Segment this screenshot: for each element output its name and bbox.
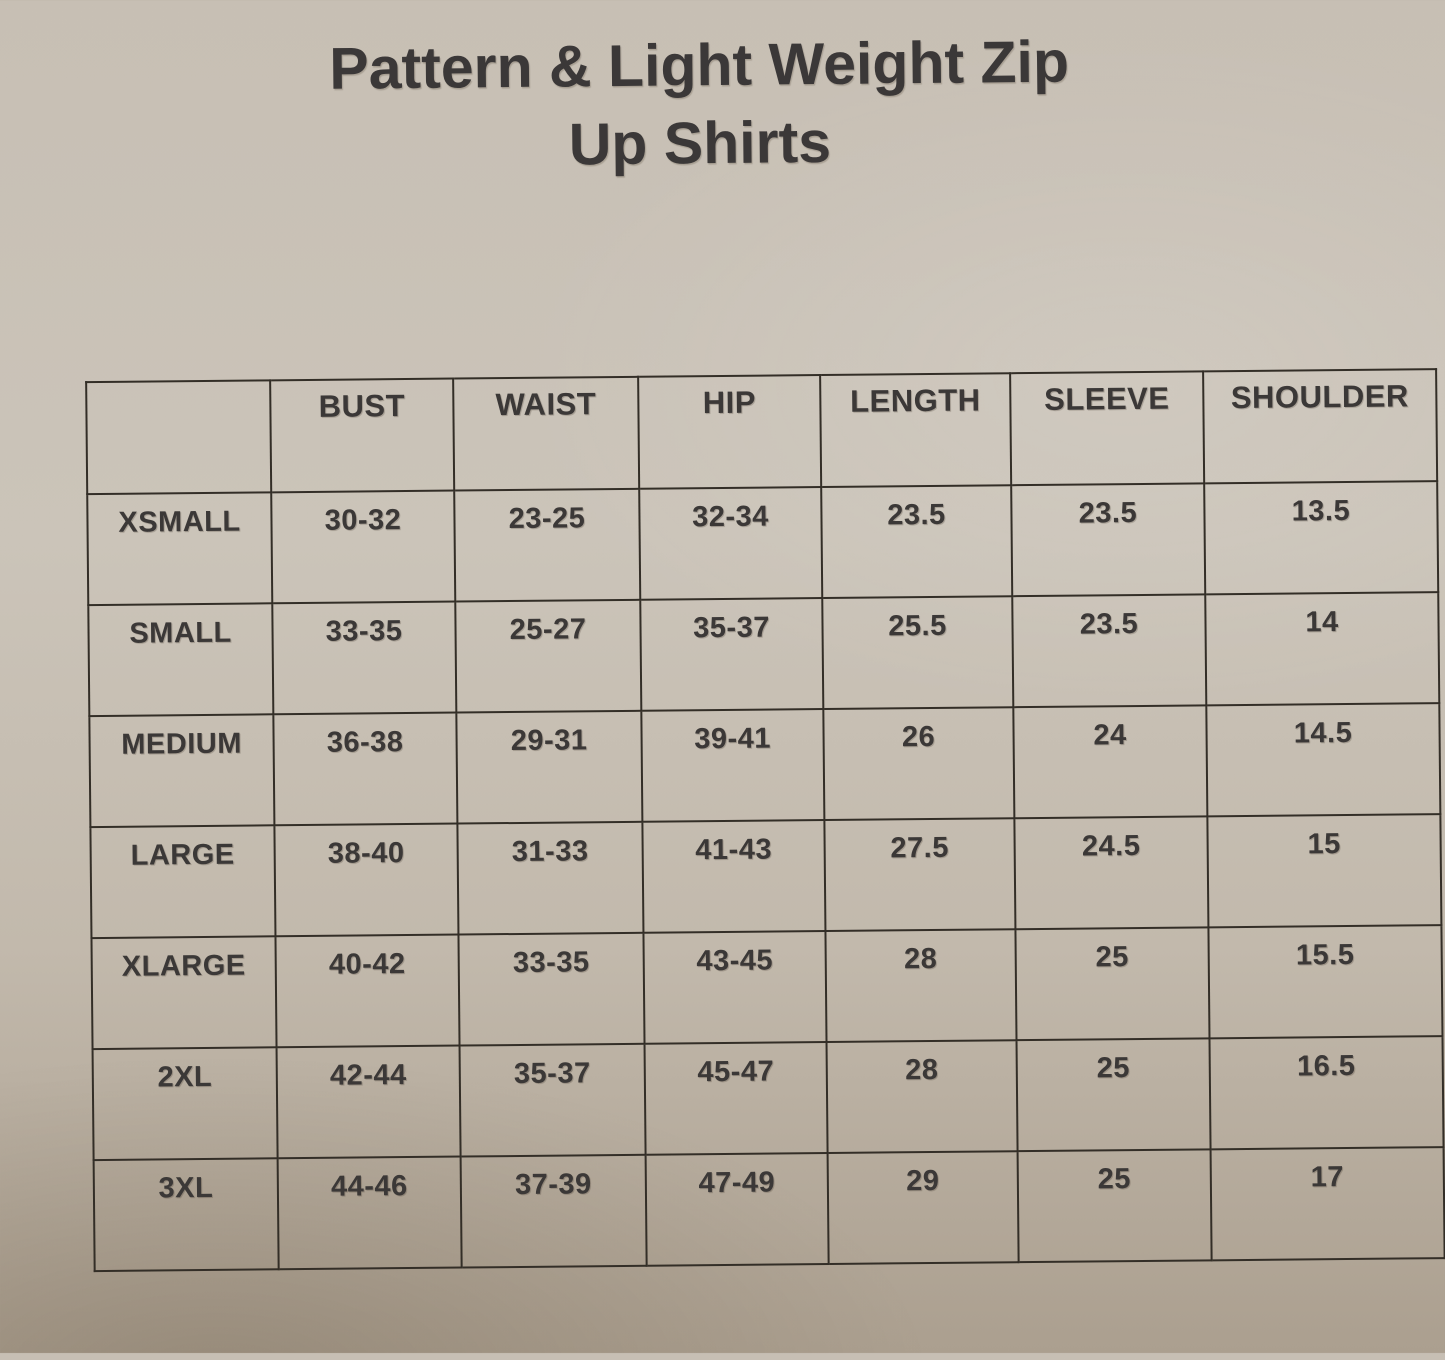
bust-cell: 42-44 [277, 1046, 461, 1159]
bust-cell: 40-42 [275, 935, 459, 1048]
hip-cell: 43-45 [643, 931, 826, 1044]
sleeve-cell: 24 [1013, 705, 1207, 818]
table-row-small [88, 592, 1439, 716]
column-header-shoulder: SHOULDER [1203, 369, 1437, 483]
size-chart-table [85, 368, 1445, 1272]
hip-cell: 45-47 [645, 1042, 828, 1155]
waist-cell: 35-37 [460, 1044, 646, 1157]
size-label-cell: XLARGE [91, 936, 276, 1049]
waist-cell: 23-25 [454, 489, 640, 602]
bust-cell: 36-38 [273, 713, 457, 826]
sleeve-cell: 24.5 [1014, 816, 1208, 929]
page-title [0, 19, 1405, 189]
waist-cell: 25-27 [455, 600, 641, 713]
length-cell: 29 [828, 1151, 1019, 1264]
sleeve-cell: 25 [1018, 1149, 1212, 1262]
waist-cell: 29-31 [456, 711, 642, 824]
size-label-cell: 2XL [93, 1047, 278, 1160]
shoulder-cell: 16.5 [1209, 1036, 1443, 1149]
hip-cell: 35-37 [640, 598, 823, 711]
sleeve-cell: 23.5 [1011, 483, 1205, 596]
hip-cell: 41-43 [642, 820, 825, 933]
size-label-cell: XSMALL [87, 492, 272, 605]
length-cell: 23.5 [821, 485, 1012, 598]
size-label-cell: LARGE [90, 825, 275, 938]
length-cell: 28 [825, 929, 1016, 1042]
size-label-cell: SMALL [88, 603, 273, 716]
table-header-row [86, 369, 1437, 494]
shoulder-cell: 14.5 [1206, 703, 1440, 816]
table-row-3xl [94, 1147, 1445, 1271]
bust-cell: 30-32 [271, 491, 455, 604]
column-header-length: LENGTH [820, 373, 1011, 487]
table-row-medium [89, 703, 1440, 827]
size-label-cell: MEDIUM [89, 714, 274, 827]
column-header-bust: BUST [270, 379, 454, 493]
sleeve-cell: 23.5 [1012, 594, 1206, 707]
sleeve-cell: 25 [1015, 927, 1209, 1040]
sleeve-cell: 25 [1017, 1038, 1211, 1151]
column-header-size [86, 380, 271, 494]
bust-cell: 33-35 [272, 602, 456, 715]
length-cell: 25.5 [822, 596, 1013, 709]
hip-cell: 32-34 [639, 487, 822, 600]
length-cell: 27.5 [824, 818, 1015, 931]
shoulder-cell: 14 [1205, 592, 1439, 705]
size-label-cell: 3XL [94, 1158, 279, 1271]
table-row-xlarge [91, 925, 1442, 1049]
page-title-line-2: Up Shirts [568, 108, 832, 178]
waist-cell: 37-39 [461, 1155, 647, 1268]
page-title-line-1: Pattern & Light Weight Zip [329, 28, 1070, 102]
hip-cell: 39-41 [641, 709, 824, 822]
column-header-sleeve: SLEEVE [1010, 371, 1204, 485]
column-header-hip: HIP [638, 375, 821, 489]
bust-cell: 44-46 [278, 1157, 462, 1270]
waist-cell: 31-33 [457, 822, 643, 935]
bust-cell: 38-40 [274, 824, 458, 937]
shoulder-cell: 13.5 [1204, 481, 1438, 594]
table-row-xsmall [87, 481, 1438, 605]
length-cell: 28 [827, 1040, 1018, 1153]
table-row-large [90, 814, 1441, 938]
shoulder-cell: 15 [1207, 814, 1441, 927]
hip-cell: 47-49 [646, 1153, 829, 1266]
column-header-waist: WAIST [453, 377, 639, 491]
length-cell: 26 [823, 707, 1014, 820]
shoulder-cell: 17 [1211, 1147, 1445, 1260]
table-row-2xl [93, 1036, 1444, 1160]
shoulder-cell: 15.5 [1208, 925, 1442, 1038]
waist-cell: 33-35 [458, 933, 644, 1046]
